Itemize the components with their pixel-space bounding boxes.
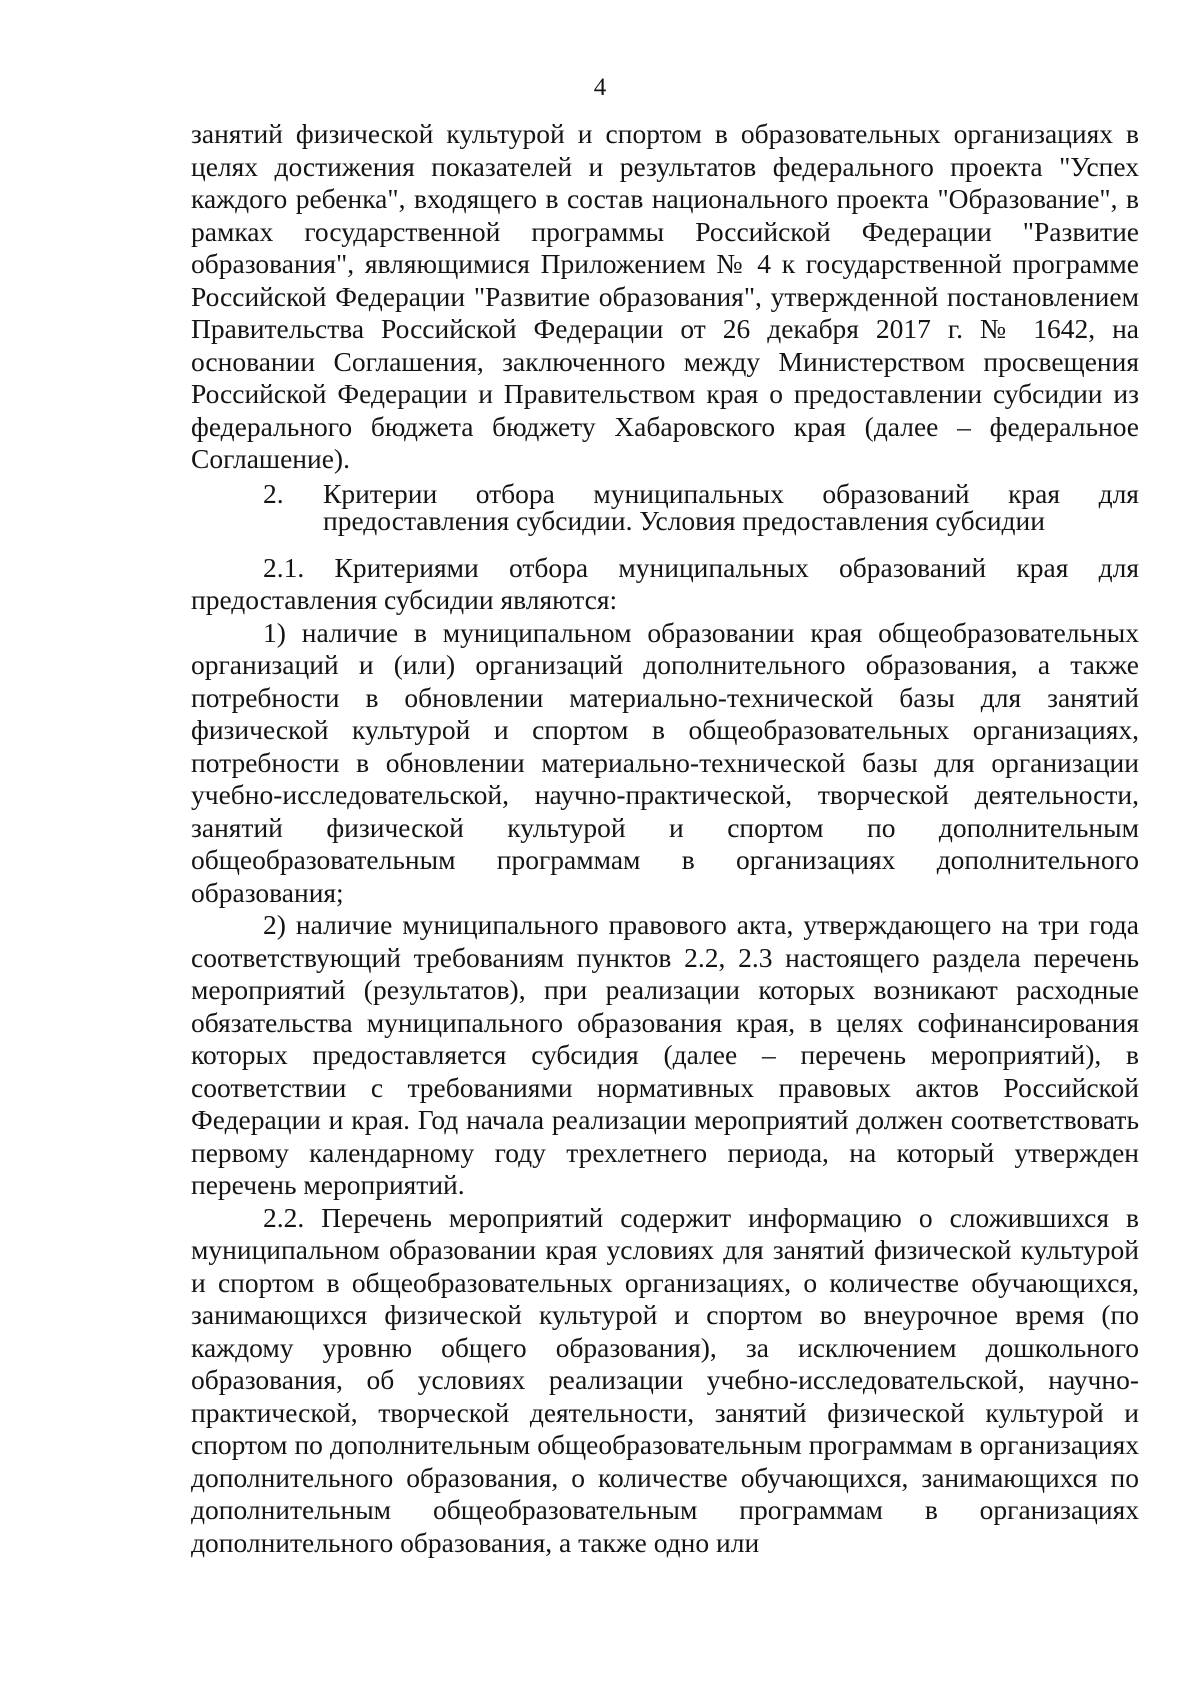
section-title-word: отбора xyxy=(475,477,555,509)
paragraph-item-2: 2) наличие муниципального правового акта, утверждающего на три года соответствующий требованиям пунктов 2.2, 2.3 настоящего раздела перечень мероприятий (результатов), при реализации которых возникают расходные обязательства муниципального образования края, в целях софинансирования которых предоставляется субсидия (далее – перечень мероприятий), в соответствии с требованиями нормативных правовых актов Российской Федерации и края. Год начала реализации мероприятий должен соответствовать первому календарному году трехлетнего периода, на который утвержден перечень мероприятий. xyxy=(191,909,1139,1200)
section-title-word: образований xyxy=(822,477,970,509)
paragraph-2-2: 2.2. Перечень мероприятий содержит информацию о сложившихся в муниципальном образовании края условиях для занятий физической культурой и спортом в общеобразовательных организациях, о количестве обучающихся, занимающихся физической культурой и спортом во внеурочное время (по каждому уровню общего образования), за исключением дошкольного образования, об условиях реализации учебно-исследовательской, научно-практической, творческой деятельности, занятий физической культурой и спортом по дополнительным общеобразовательным программам в организациях дополнительного образования, о количестве обучающихся, занимающихся по дополнительным общеобразовательным программам в организациях дополнительного образования, а также одно или xyxy=(191,1201,1139,1558)
section-title-line2: предоставления субсидии. Условия предоставления субсидии xyxy=(323,504,1045,536)
section-heading xyxy=(191,477,1139,536)
section-title-word: края xyxy=(1008,477,1061,509)
page-number: 4 xyxy=(593,74,607,101)
paragraph-2-1: 2.1. Критериями отбора муниципальных образований края для предоставления субсидии являются: xyxy=(191,551,1139,615)
section-title-line1 xyxy=(323,477,1139,509)
section-title-word: Критерии xyxy=(323,477,438,509)
section-title-word: для xyxy=(1098,477,1139,509)
paragraph-item-1: 1) наличие в муниципальном образовании края общеобразовательных организаций и (или) организаций дополнительного образования, а также потребности в обновлении материально-технической базы для занятий физической культурой и спортом в общеобразовательных организациях, потребности в обновлении материально-технической базы для организации учебно-исследовательской, научно-практической, творческой деятельности, занятий физической культурой и спортом по дополнительным общеобразовательным программам в организациях дополнительного образования; xyxy=(191,616,1139,908)
section-title-word: муниципальных xyxy=(593,477,784,509)
intro-paragraph: занятий физической культурой и спортом в образовательных организациях в целях достижения показателей и результатов федерального проекта "Успех каждого ребенка", входящего в состав национального проекта "Образование", в рамках государственной программы Российской Федерации "Развитие образования", являющимися Приложением № 4 к государственной программе Российской Федерации "Развитие образования", утвержденной постановлением Правительства Российской Федерации от 26 декабря 2017 г. № 1642, на основании Соглашения, заключенного между Министерством просвещения Российской Федерации и Правительством края о предоставлении субсидии из федерального бюджета бюджету Хабаровского края (далее – федеральное Соглашение). xyxy=(191,118,1139,474)
document-body xyxy=(191,118,1139,1559)
section-heading-line1 xyxy=(263,477,1139,509)
section-number: 2. xyxy=(263,477,284,509)
